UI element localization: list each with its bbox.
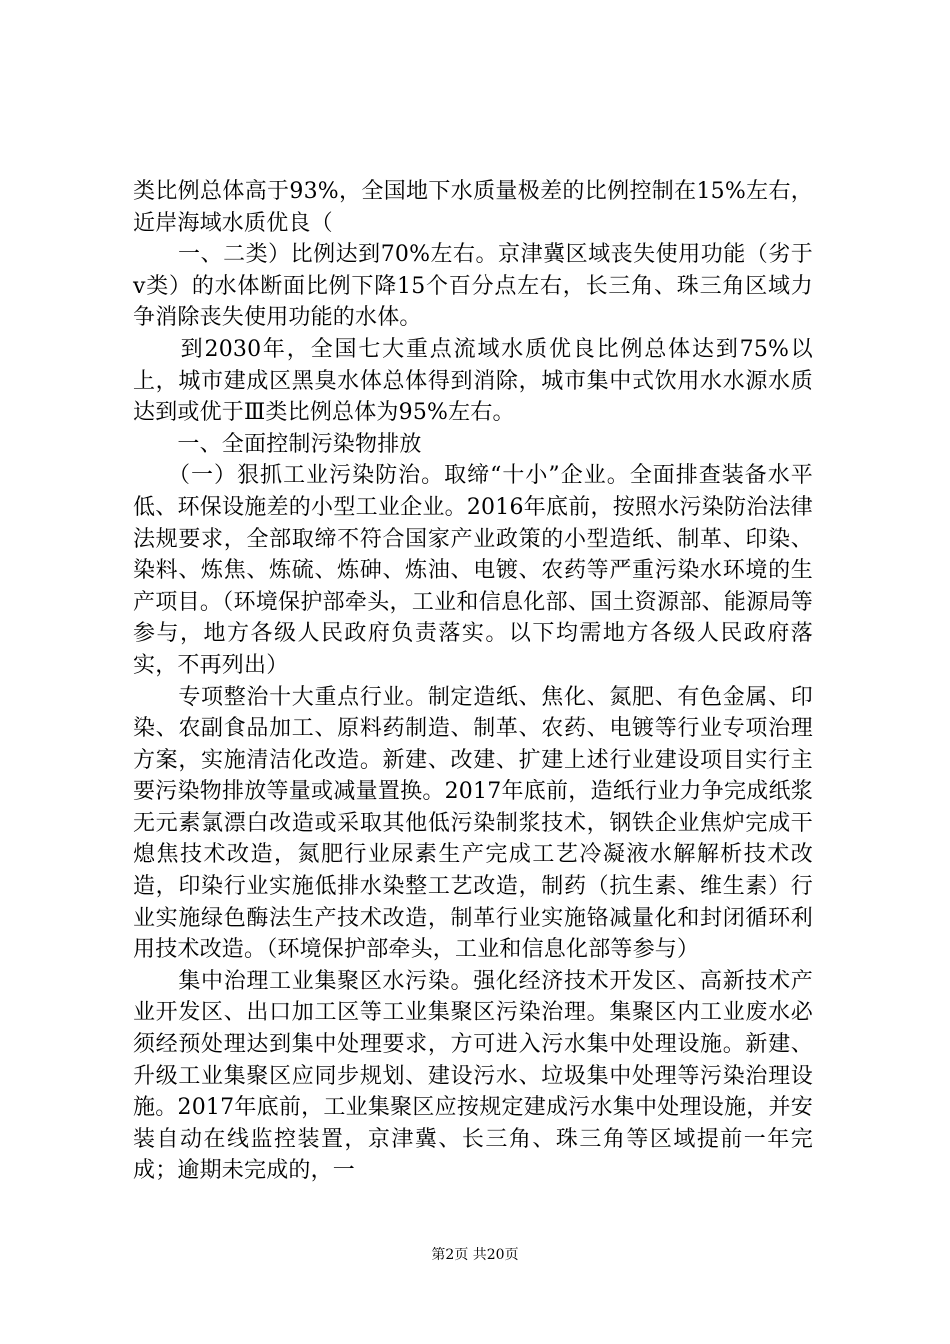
paragraph: （一）狠抓工业污染防治。取缔“十小”企业。全面排查装备水平低、环保设施差的小型工业企业。2016年底前，按照水污染防治法律法规要求，全部取缔不符合国家产业政策的小型造纸、制革、印染、染料、炼焦、炼硫、炼砷、炼油、电镀、农药等严重污染水环境的生产项目。（环境保护部牵头，工业和信息化部、国土资源部、能源局等参与，地方各级人民政府负责落实。以下均需地方各级人民政府落实，不再列出） (133, 463, 813, 678)
section-heading: 一、全面控制污染物排放 (133, 431, 422, 457)
paragraph: 专项整治十大重点行业。制定造纸、焦化、氮肥、有色金属、印染、农副食品加工、原料药制造、制革、农药、电镀等行业专项治理方案，实施清洁化改造。新建、改建、扩建上述行业建设项目实行主要污染物排放等量或减量置换。2017年底前，造纸行业力争完成纸浆无元素氯漂白改造或采取其他低污染制浆技术，钢铁企业焦炉完成干熄焦技术改造，氮肥行业尿素生产完成工艺冷凝液水解解析技术改造，印染行业实施低排水染整工艺改造，制药（抗生素、维生素）行业实施绿色酶法生产技术改造，制革行业实施铬减量化和封闭循环利用技术改造。（环境保护部牵头，工业和信息化部等参与） (133, 684, 813, 963)
paragraph: 到2030年，全国七大重点流域水质优良比例总体达到75%以上，城市建成区黑臭水体总体得到消除，城市集中式饮用水水源水质达到或优于Ⅲ类比例总体为95%左右。 (133, 336, 813, 426)
paragraph: 一、二类）比例达到70%左右。京津冀区域丧失使用功能（劣于v类）的水体断面比例下降15个百分点左右，长三角、珠三角区域力争消除丧失使用功能的水体。 (133, 242, 813, 331)
paragraph: 集中治理工业集聚区水污染。强化经济技术开发区、高新技术产业开发区、出口加工区等工业集聚区污染治理。集聚区内工业废水必须经预处理达到集中处理要求，方可进入污水集中处理设施。新建、升级工业集聚区应同步规划、建设污水、垃圾集中处理等污染治理设施。2017年底前，工业集聚区应按规定建成污水集中处理设施，并安装自动在线监控装置，京津冀、长三角、珠三角等区域提前一年完成；逾期未完成的，一 (133, 968, 813, 1184)
paragraph: 类比例总体高于93%，全国地下水质量极差的比例控制在15%左右，近岸海域水质优良（ (133, 179, 813, 236)
page-number-footer: 第2页 共20页 (431, 1247, 519, 1263)
document-body (133, 176, 813, 1187)
